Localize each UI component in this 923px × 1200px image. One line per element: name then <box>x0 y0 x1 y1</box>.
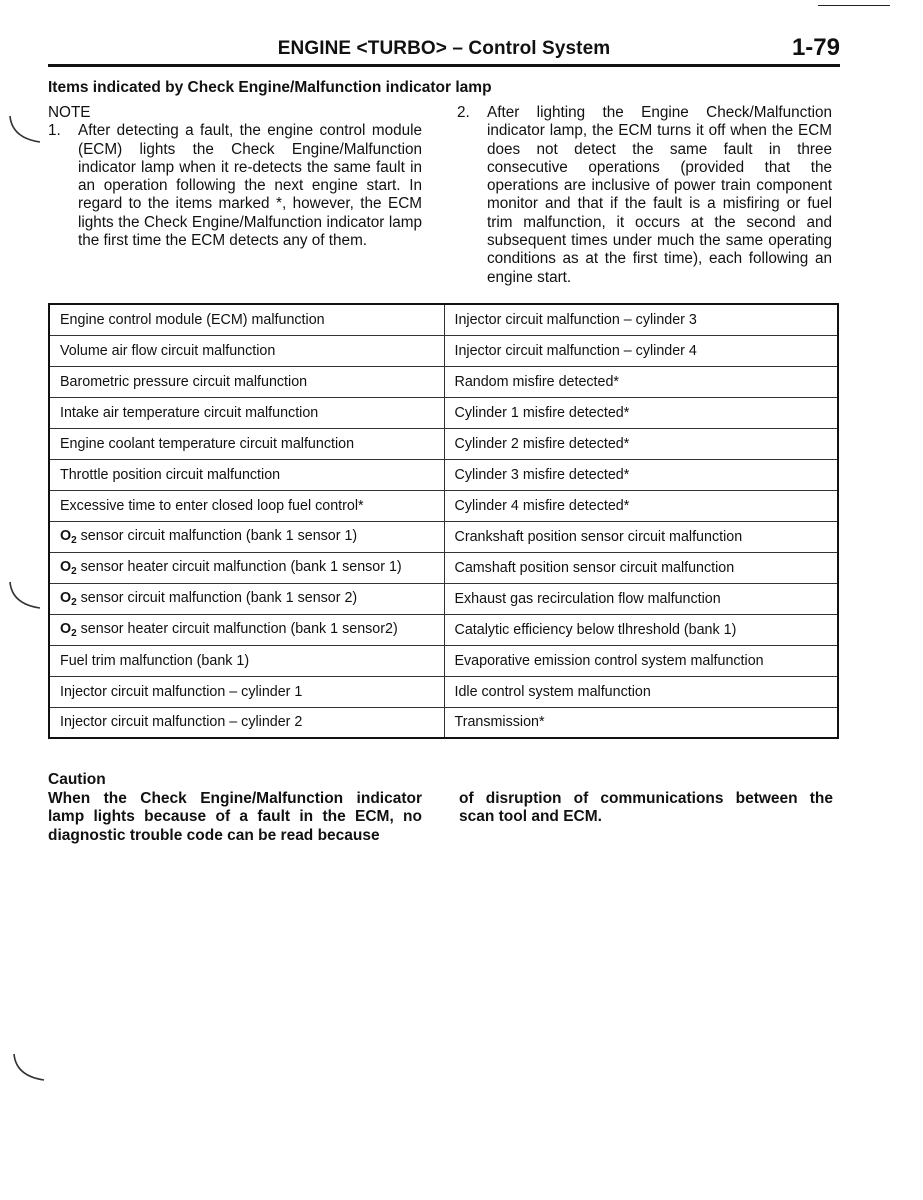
table-row <box>49 366 838 397</box>
table-cell-right: Catalytic efficiency below tlhreshold (bank 1) <box>444 614 838 645</box>
table-row <box>49 707 838 738</box>
note-column-right <box>457 104 832 287</box>
caution-block <box>48 771 833 845</box>
header-rule <box>48 64 840 67</box>
table-cell-right: Random misfire detected* <box>444 366 838 397</box>
o2-subscript: 2 <box>71 534 77 546</box>
malfunction-items-table-body <box>49 304 838 738</box>
binder-mark-icon <box>6 112 46 146</box>
table-cell-right: Idle control system malfunction <box>444 676 838 707</box>
o2-symbol: O <box>60 558 72 575</box>
cell-text: sensor heater circuit malfunction (bank 1 sensor2) <box>76 620 398 637</box>
table-cell-left: Barometric pressure circuit malfunction <box>49 366 444 397</box>
table-cell-right: Cylinder 4 misfire detected* <box>444 490 838 521</box>
table-row <box>49 583 838 614</box>
caution-columns <box>48 790 833 846</box>
table-cell-right: Injector circuit malfunction – cylinder 3 <box>444 304 838 335</box>
binder-mark-icon <box>6 578 46 612</box>
table-cell-left: Fuel trim malfunction (bank 1) <box>49 645 444 676</box>
table-cell-left: Engine control module (ECM) malfunction <box>49 304 444 335</box>
note-item-number: 2. <box>457 104 470 121</box>
table-cell-left: Injector circuit malfunction – cylinder 2 <box>49 707 444 738</box>
table-row <box>49 304 838 335</box>
table-cell-right: Exhaust gas recirculation flow malfunction <box>444 583 838 614</box>
note-item-text: After lighting the Engine Check/Malfunction indicator lamp, the ECM turns it off when the ECM does not detect the same fault in three consecutive operations (provided that the operations are inclusive of power train component monitor and that if the fault is a misfiring or fuel trim malfunction, it occurs at the second and subsequent times under much the same operating conditions as at the first time), each following an engine start. <box>487 104 832 286</box>
table-row <box>49 552 838 583</box>
caution-text-right: of disruption of communications between the scan tool and ECM. <box>459 789 833 825</box>
o2-symbol: O <box>60 527 72 544</box>
o2-symbol: O <box>60 620 72 637</box>
cell-text: sensor circuit malfunction (bank 1 sensor 1) <box>76 527 358 544</box>
table-cell-right: Cylinder 2 misfire detected* <box>444 428 838 459</box>
o2-subscript: 2 <box>71 596 77 608</box>
binder-mark-icon <box>10 1050 50 1084</box>
caution-label: Caution <box>48 771 106 788</box>
table-cell-right: Evaporative emission control system malfunction <box>444 645 838 676</box>
table-row <box>49 459 838 490</box>
caution-text-left: When the Check Engine/Malfunction indicator lamp lights because of a fault in the ECM, no diagnostic trouble code can be read because <box>48 789 422 844</box>
cell-text: sensor circuit malfunction (bank 1 sensor 2) <box>76 589 358 606</box>
note-item-2 <box>457 104 832 287</box>
table-cell-left <box>49 552 444 583</box>
table-cell-right: Cylinder 1 misfire detected* <box>444 397 838 428</box>
section-heading: Items indicated by Check Engine/Malfunction indicator lamp <box>48 79 492 96</box>
table-row <box>49 676 838 707</box>
note-item-text: After detecting a fault, the engine control module (ECM) lights the Check Engine/Malfunction indicator lamp when it re-detects the same fault in an operation following the next engine start. In regard to the items marked *, however, the ECM lights the Check Engine/Malfunction indicator lamp the first time the ECM detects any of them. <box>78 122 422 250</box>
note-item-number: 1. <box>48 122 61 140</box>
page-number: 1-79 <box>791 34 840 61</box>
table-row <box>49 521 838 552</box>
table-cell-left <box>49 583 444 614</box>
table-cell-left: Injector circuit malfunction – cylinder 1 <box>49 676 444 707</box>
table-cell-right: Crankshaft position sensor circuit malfunction <box>444 521 838 552</box>
note-item-1 <box>48 122 422 250</box>
table-cell-left <box>49 521 444 552</box>
o2-subscript: 2 <box>71 565 77 577</box>
table-row <box>49 490 838 521</box>
table-cell-left: Engine coolant temperature circuit malfunction <box>49 428 444 459</box>
table-row <box>49 614 838 645</box>
cell-text: sensor heater circuit malfunction (bank 1 sensor 1) <box>76 558 402 575</box>
table-cell-left: Intake air temperature circuit malfunction <box>49 397 444 428</box>
top-corner-rule <box>818 5 890 6</box>
note-column-left <box>48 104 422 250</box>
table-cell-right: Cylinder 3 misfire detected* <box>444 459 838 490</box>
o2-subscript: 2 <box>71 627 77 639</box>
table-cell-left: Throttle position circuit malfunction <box>49 459 444 490</box>
table-cell-left <box>49 614 444 645</box>
table-cell-right: Injector circuit malfunction – cylinder 4 <box>444 335 838 366</box>
table-cell-left: Excessive time to enter closed loop fuel control* <box>49 490 444 521</box>
page-header <box>48 34 840 64</box>
note-label: NOTE <box>48 104 91 121</box>
table-row <box>49 428 838 459</box>
table-cell-left: Volume air flow circuit malfunction <box>49 335 444 366</box>
table-cell-right: Transmission* <box>444 707 838 738</box>
table-row <box>49 397 838 428</box>
o2-symbol: O <box>60 589 72 606</box>
table-row <box>49 335 838 366</box>
table-row <box>49 645 838 676</box>
page-title: ENGINE <TURBO> – Control System <box>277 38 611 59</box>
table-cell-right: Camshaft position sensor circuit malfunction <box>444 552 838 583</box>
malfunction-items-table <box>48 303 839 739</box>
